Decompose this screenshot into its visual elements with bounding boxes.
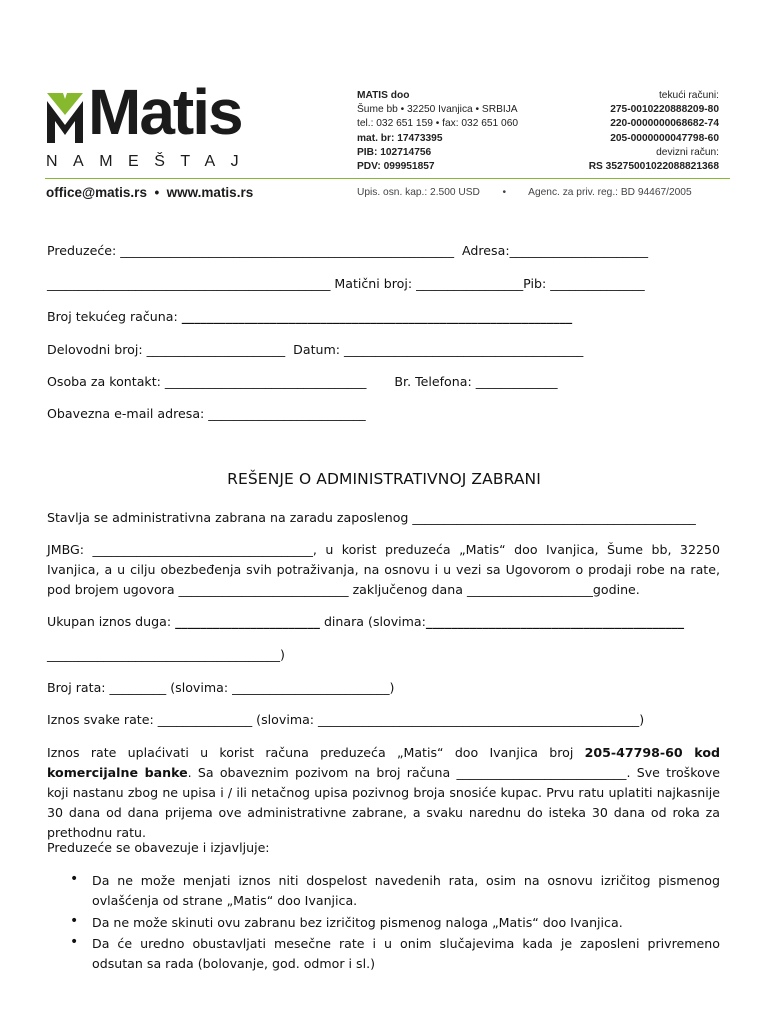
registration-pib-field-line[interactable]: _____________________________________________ Matični broj: _________________Pib: _______________ [47, 276, 645, 291]
bank-account-field-line[interactable] [47, 309, 572, 324]
company-pdv: PDV: 099951857 [357, 161, 435, 173]
installments-count-line[interactable]: Broj rata: _________ (slovima: _________________________) [47, 680, 395, 695]
bank-accounts [589, 89, 719, 174]
obligation-item: Da ne može menjati iznos niti dospelost navedenih rata, osim na osnovu izričitog pismenog ovlašćenja od strane „Matis“ doo Ivanjica. [92, 873, 720, 908]
contact-phone-field-line[interactable]: Osoba za kontakt: ________________________________ Br. Telefona: _____________ [47, 374, 558, 389]
total-debt-blank[interactable]: _______________________ [175, 614, 320, 629]
installment-amount-line[interactable]: Iznos svake rate: _______________ (slovima: ___________________________________________________) [47, 712, 645, 727]
company-address-field-line[interactable]: Preduzeće: _____________________________________________________ Adresa:______________________ [47, 243, 649, 258]
contact-line: office@matis.rs • www.matis.rs [46, 185, 254, 200]
account-1: 275-0010220888209-80 [610, 104, 719, 116]
payment-account-number: 205-47798-60 kod komercijalne banke [47, 745, 720, 780]
registration-line: Upis. osn. kap.: 2.500 USD • Agenc. za priv. reg.: BD 94467/2005 [357, 187, 692, 198]
obligations-intro: Preduzeće se obavezuje i izjavljuje: [47, 840, 270, 855]
company-name: MATIS doo [357, 90, 410, 101]
foreign-account: RS 35275001022088821368 [588, 161, 719, 173]
total-debt-words-blank[interactable]: _________________________________________ [425, 614, 685, 629]
total-debt-words-label: dinara (slovima: [319, 614, 426, 629]
bullet-icon: • [70, 871, 79, 887]
jmbg-paragraph[interactable]: JMBG: ___________________________________, u korist preduzeća „Matis“ doo Ivanjica, Šume bb, 32250 Ivanjica, a u cilju obezbeđenja svih potraživanja, na osnovu i u vezi sa Ugovorom o prodaji robe na rate, pod brojem ugovora ___________________________ zaključenog dana ____________________godine. [47, 542, 720, 597]
company-phone: tel.: 032 651 159 • fax: 032 651 060 [357, 118, 519, 130]
company-info [357, 89, 518, 174]
payment-text-1: Iznos rate uplaćivati u korist računa preduzeća „Matis“ doo Ivanjica broj [47, 745, 585, 760]
bullet-icon: • [70, 934, 79, 950]
header-divider [45, 178, 730, 179]
account-2: 220-0000000068682-74 [610, 118, 719, 130]
account-3: 205-0000000047798-60 [610, 132, 719, 144]
payment-text-2: . Sa obaveznim pozivom na broj računa ___________________________. Sve troškove koji nastanu zbog ne upisa i / ili netačnog upisa pozivnog broja snosiće kupac. Prvu ratu uplatiti najkasnije 30 dana od dana prijema ove administrativne zabrane, a svaku narednu do isteka 30 dana od roka za prethodnu ratu. [47, 765, 720, 840]
bullet-icon: • [70, 913, 79, 929]
payment-paragraph [47, 743, 720, 843]
bank-account-blank[interactable]: ______________________________________________________________ [181, 309, 573, 324]
accounts-label: tekući računi: [658, 90, 719, 101]
employee-line[interactable]: Stavlja se administrativna zabrana na zaradu zaposlenog _____________________________________________ [47, 510, 696, 525]
reference-date-field-line[interactable]: Delovodni broj: ______________________ Datum: ______________________________________ [47, 342, 584, 357]
document-title: REŠENJE O ADMINISTRATIVNOJ ZABRANI [227, 470, 541, 488]
obligation-item: Da ne može skinuti ovu zabranu bez izričitog pismenog naloga „Matis“ doo Ivanjica. [92, 915, 623, 930]
bank-account-label: Broj tekućeg računa: [47, 309, 182, 324]
obligation-item: Da će uredno obustavljati mesečne rate i u onim slučajevima kada je zaposleni privremeno odsutan sa rada (bolovanje, god. odmor i sl.) [92, 936, 720, 971]
matis-logo-mark-icon [47, 93, 83, 143]
company-mat: mat. br: 17473395 [357, 132, 443, 144]
logo-wordmark: Matis [88, 76, 242, 148]
logo-subtitle: NAMEŠTAJ [46, 153, 255, 170]
company-address: Šume bb • 32250 Ivanjica • SRBIJA [357, 104, 518, 116]
total-debt-label: Ukupan iznos duga: [47, 614, 176, 629]
total-debt-line[interactable] [47, 612, 720, 632]
company-pib: PIB: 102714756 [357, 146, 432, 158]
total-debt-words-continuation[interactable]: _____________________________________) [47, 647, 285, 662]
email-field-line[interactable]: Obavezna e-mail adresa: _________________________ [47, 406, 366, 421]
foreign-account-label: devizni račun: [656, 146, 719, 158]
